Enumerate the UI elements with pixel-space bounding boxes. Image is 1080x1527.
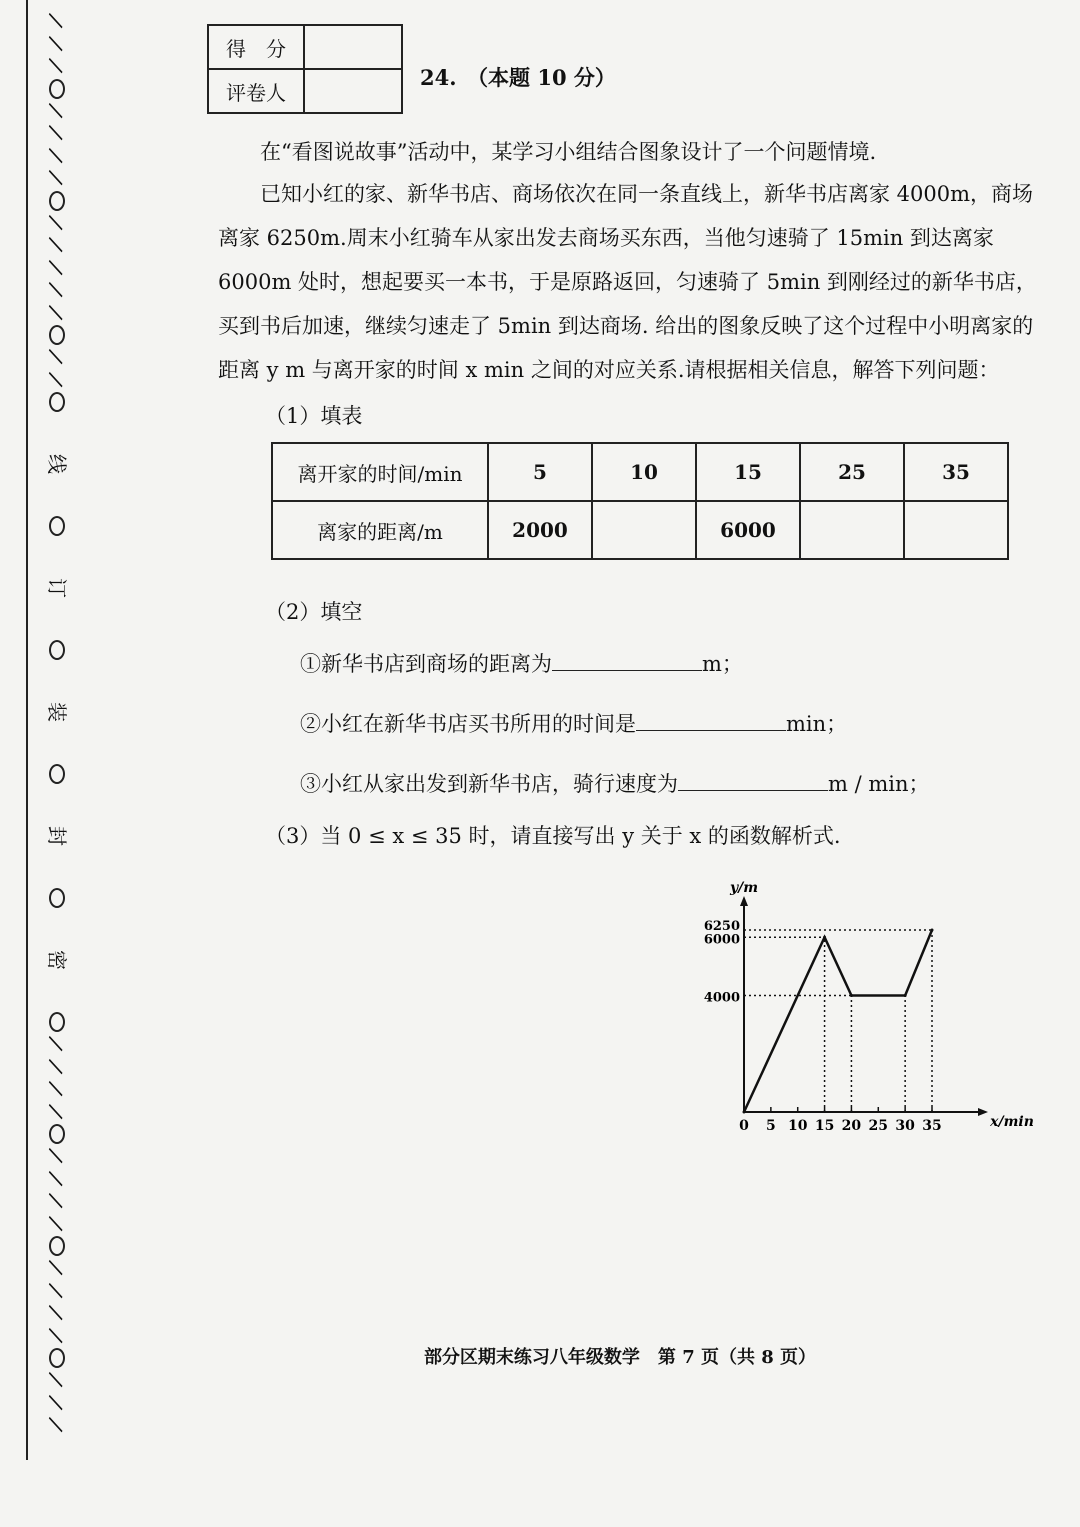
part3-title: （3）当 0 ≤ x ≤ 35 时，请直接写出 y 关于 x 的函数解析式.	[265, 824, 841, 848]
x-tick-label: 0	[739, 1118, 749, 1134]
fill-unit: min；	[786, 712, 848, 736]
data-point	[823, 936, 826, 939]
score-box	[207, 24, 403, 114]
y-axis-label: y/m	[729, 880, 759, 896]
binding-word: 线	[45, 454, 69, 474]
score-field[interactable]	[304, 25, 402, 69]
binding-circle	[49, 888, 65, 908]
binding-rule	[26, 0, 28, 1460]
table-cell: 6000	[696, 501, 800, 559]
fill-table	[271, 442, 1009, 560]
binding-word: 装	[45, 702, 69, 722]
chart-axes	[740, 896, 988, 1116]
fill-unit: m / min；	[828, 772, 930, 796]
binding-circle	[49, 1012, 65, 1032]
binding-circle	[49, 325, 65, 345]
y-tick-label: 6000	[703, 932, 740, 948]
x-tick-label: 35	[922, 1118, 942, 1134]
binding-circle	[49, 764, 65, 784]
fill-item	[300, 708, 847, 738]
part2-title: （2）填空	[265, 600, 363, 624]
binding-circle	[49, 516, 65, 536]
y-tick-label: 6250	[703, 919, 740, 934]
chart-labels	[704, 880, 1034, 1134]
table-row	[272, 443, 1008, 501]
answer-cell[interactable]	[904, 501, 1008, 559]
fill-prefix: ②小红在新华书店买书所用的时间是	[300, 712, 636, 736]
problem-paragraph: 已知小红的家、新华书店、商场依次在同一条直线上，新华书店离家 4000m，商场离家 6250m.周末小红骑车从家出发去商场买东西，当他匀速骑了 15min 到达离家 6000m 处时，想起要买一本书，于是原路返回，匀速骑了 5min 到刚经过的新华书店，买到书后加速，继续匀速走了 5min 到达商场. 给出的图象反映了这个过程中小明离家的距离 y m 与离开家的时间 x min 之间的对应关系.请根据相关信息，解答下列问题：	[218, 182, 1037, 382]
question-header: 24. （本题 10 分）	[420, 65, 616, 90]
table-cell: 35	[904, 443, 1008, 501]
fill-item	[300, 768, 930, 798]
distance-time-chart	[690, 880, 1034, 1140]
answer-cell[interactable]	[592, 501, 696, 559]
binding-circle	[49, 392, 65, 412]
row-header: 离开家的时间/min	[272, 443, 488, 501]
x-tick-label: 30	[895, 1118, 915, 1134]
x-tick-label: 10	[787, 1118, 808, 1134]
table-row	[272, 501, 1008, 559]
answer-blank[interactable]	[636, 712, 786, 731]
binding-circle	[49, 1236, 65, 1256]
fill-prefix: ③小红从家出发到新华书店，骑行速度为	[300, 772, 678, 796]
x-tick-label: 5	[765, 1118, 776, 1134]
binding-circle	[49, 640, 65, 660]
x-tick-label: 15	[814, 1118, 835, 1134]
data-point	[904, 994, 907, 997]
binding-circle	[49, 79, 65, 99]
data-point	[743, 1111, 746, 1114]
x-tick-label: 20	[841, 1118, 862, 1134]
series-line	[744, 930, 932, 1112]
grader-label: 评卷人	[208, 69, 304, 113]
data-point	[931, 929, 934, 932]
score-label: 得 分	[208, 25, 304, 69]
fill-item	[300, 648, 743, 678]
data-point	[850, 994, 853, 997]
grader-field[interactable]	[304, 69, 402, 113]
x-axis-arrow	[978, 1108, 988, 1116]
y-axis-arrow	[740, 896, 748, 906]
fill-unit: m；	[702, 652, 743, 676]
intro-paragraph: 在“看图说故事”活动中，某学习小组结合图象设计了一个问题情境.	[260, 140, 877, 164]
binding-margin	[0, 0, 100, 1527]
answer-blank[interactable]	[552, 652, 702, 671]
part1-title: （1）填表	[265, 404, 363, 428]
table-cell: 10	[592, 443, 696, 501]
binding-word: 密	[45, 950, 69, 970]
binding-circle	[49, 191, 65, 211]
binding-word: 订	[45, 578, 69, 598]
answer-cell[interactable]	[800, 501, 904, 559]
x-tick-label: 25	[868, 1118, 889, 1134]
binding-word: 封	[45, 826, 69, 846]
table-cell: 5	[488, 443, 592, 501]
x-axis-label: x/min	[990, 1114, 1034, 1130]
row-header: 离家的距离/m	[272, 501, 488, 559]
answer-blank[interactable]	[678, 772, 828, 791]
fill-prefix: ①新华书店到商场的距离为	[300, 652, 552, 676]
table-cell: 15	[696, 443, 800, 501]
page-footer: 部分区期末练习八年级数学 第 7 页（共 8 页）	[423, 1347, 817, 1368]
y-tick-label: 4000	[703, 990, 740, 1006]
binding-circle	[49, 1124, 65, 1144]
binding-column: / / / / / / / / / / / / / / 线 订 装 封 密 / / / / / / / / / / / / / / /	[43, 11, 70, 1435]
table-cell: 25	[800, 443, 904, 501]
chart-guides	[744, 930, 932, 1112]
table-cell: 2000	[488, 501, 592, 559]
